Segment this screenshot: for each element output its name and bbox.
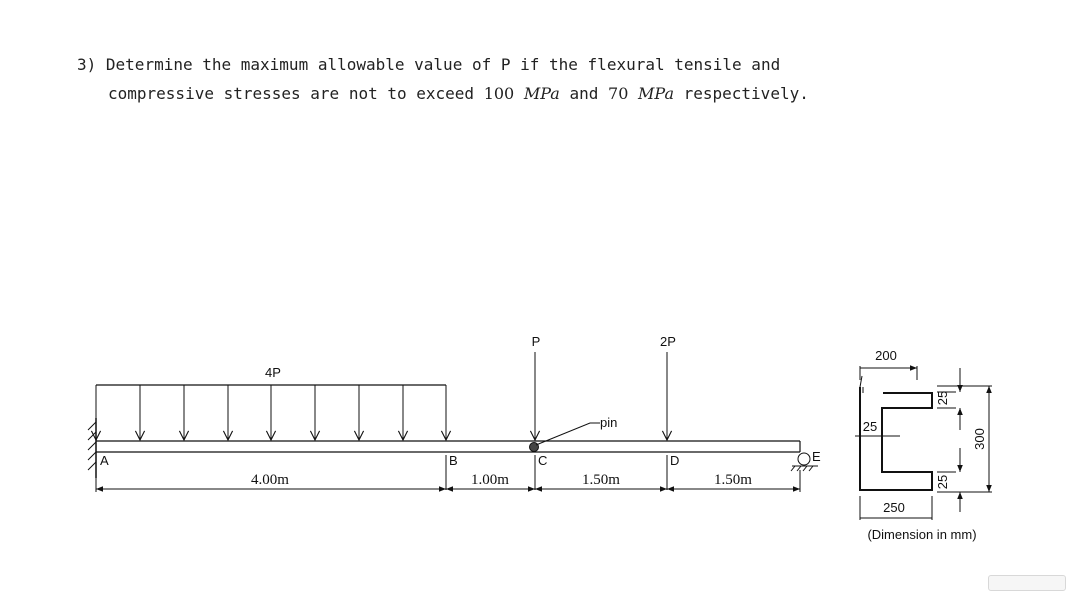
question-number: 3) bbox=[77, 55, 97, 74]
pin-hinge bbox=[530, 443, 539, 452]
bottom-width-label: 250 bbox=[883, 500, 905, 515]
web-thickness-label: 25 bbox=[862, 419, 878, 434]
span-ab: 4.00m bbox=[251, 472, 289, 488]
point-load-d-label: 2P bbox=[660, 334, 676, 349]
total-height-label: 300 bbox=[972, 428, 987, 450]
corner-widget bbox=[988, 575, 1066, 591]
question-line-2-start: compressive stresses are not to exceed bbox=[108, 84, 484, 103]
compressive-stress-value: 70 bbox=[608, 84, 629, 103]
span-cd: 1.50m bbox=[582, 472, 620, 488]
point-label-d: D bbox=[670, 453, 680, 468]
cross-section-outline bbox=[860, 387, 932, 490]
beam-body bbox=[96, 441, 800, 452]
question-line-2-end: respectively. bbox=[673, 84, 809, 103]
distributed-load bbox=[96, 385, 446, 440]
point-label-c: C bbox=[538, 453, 548, 468]
span-bc: 1.00m bbox=[471, 472, 509, 488]
question-line-1: Determine the maximum allowable value of P if the flexural tensile and bbox=[105, 55, 781, 74]
fixed-support-a bbox=[88, 418, 96, 478]
point-label-a: A bbox=[100, 453, 109, 468]
point-label-e: E bbox=[812, 449, 821, 464]
distributed-load-label: 4P bbox=[265, 365, 281, 380]
tensile-stress-value: 100 bbox=[483, 84, 515, 103]
tensile-stress-unit: MPa bbox=[523, 84, 560, 103]
compressive-stress-unit: MPa bbox=[638, 84, 674, 103]
units-note: (Dimension in mm) bbox=[867, 527, 977, 542]
and-word: and bbox=[559, 84, 609, 103]
point-label-b: B bbox=[449, 453, 458, 468]
top-flange-thickness-label: 25 bbox=[935, 390, 950, 406]
point-load-c-label: P bbox=[531, 334, 541, 349]
span-de: 1.50m bbox=[714, 472, 752, 488]
top-width-label: 200 bbox=[875, 348, 897, 363]
pin-leader bbox=[536, 423, 600, 445]
span-dimension-line bbox=[96, 466, 800, 492]
bottom-flange-thickness-label: 25 bbox=[935, 474, 950, 490]
pin-label: pin bbox=[600, 415, 618, 430]
